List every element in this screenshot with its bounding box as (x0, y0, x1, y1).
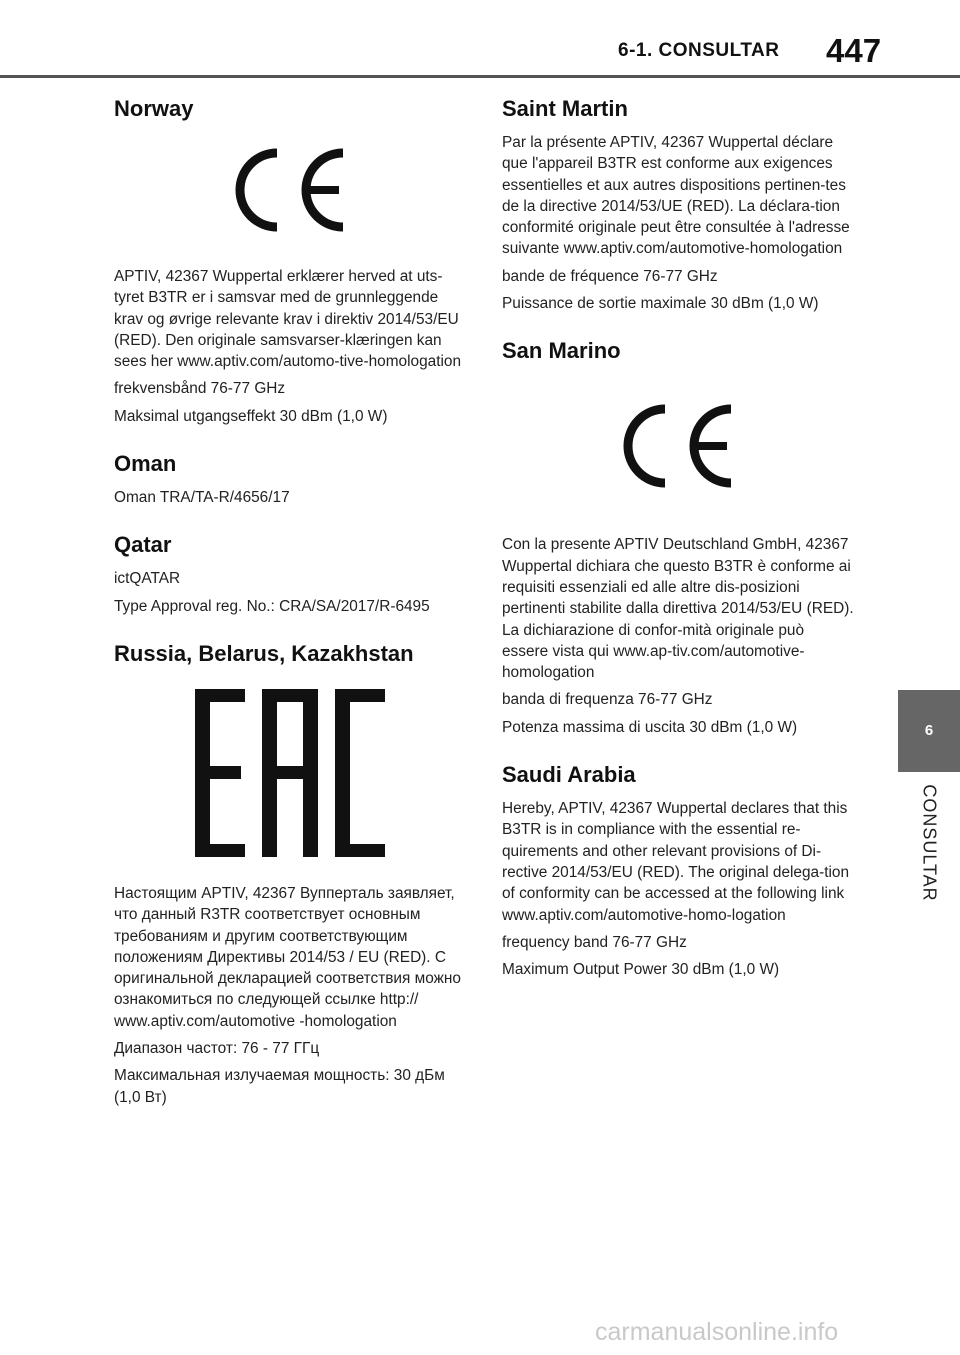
chapter-number: 6 (924, 722, 934, 739)
chapter-tab (898, 690, 960, 772)
paragraph: frequency band 76-77 GHz (502, 933, 687, 951)
paragraph: APTIV, 42367 Wuppertal erklærer herved at uts-tyret B3TR er i samsvar med de grunnleggende krav og øvrige relevante krav i direktiv 2014/53/EU (RED). Den originale samsvarser-klæringen kan sees her www.aptiv.com/automo-tive-homologation (114, 268, 462, 371)
paragraph: Oman TRA/TA-R/4656/17 (114, 489, 290, 507)
section-qatar (114, 532, 466, 617)
watermark: carmanualsonline.info (595, 1318, 839, 1346)
section-heading: Saint Martin (502, 96, 628, 121)
header-rule (0, 75, 960, 78)
page-number: 447 (826, 32, 882, 69)
section-oman (114, 451, 466, 508)
paragraph: Potenza massima di uscita 30 dBm (1,0 W) (502, 718, 798, 736)
paragraph: Hereby, APTIV, 42367 Wuppertal declares that this B3TR is in compliance with the essential re-quirements and other relevant provisions of Di-rective 2014/53/EU (RED). The original delega-tion of conformity can be accessed at the following link www.aptiv.com/automotive-homo-logation (502, 800, 850, 924)
paragraph: Максимальная излучаемая мощность: 30 дБм (1,0 Вт) (114, 1067, 445, 1106)
section-heading: Norway (114, 96, 194, 121)
running-header-title: 6-1. CONSULTAR (618, 40, 780, 61)
section-saint-martin (502, 96, 854, 314)
paragraph: frekvensbånd 76-77 GHz (114, 380, 286, 398)
ce-mark-logo (233, 148, 347, 232)
paragraph: Maksimal utgangseffekt 30 dBm (1,0 W) (114, 407, 388, 425)
paragraph: Par la présente APTIV, 42367 Wuppertal déclare que l'appareil B3TR est conforme aux exigences essentielles et aux autres dispositions pertinen-tes de la directive 2014/53/UE (RED). La déclara-tion conformité originale peut être consultée à l'adresse suivante www.aptiv.com/automotive-homologation (502, 134, 850, 258)
paragraph: Диапазон частот: 76 - 77 ГГц (114, 1040, 320, 1058)
paragraph: bande de fréquence 76-77 GHz (502, 267, 718, 285)
paragraph: Type Approval reg. No.: CRA/SA/2017/R-6495 (114, 597, 430, 615)
paragraph: Con la presente APTIV Deutschland GmbH, 42367 Wuppertal dichiara che questo B3TR è conforme ai requisiti essenziali ed alle altre dis-posizioni pertinenti stabilite dalla direttiva 2014/53/EU (RED). La dichiarazione di confor-mità originale può essere vista qui www.ap-tiv.com/automotive-homologation (502, 536, 854, 682)
paragraph: Maximum Output Power 30 dBm (1,0 W) (502, 961, 780, 979)
left-column (114, 96, 466, 1132)
section-heading: Qatar (114, 532, 172, 558)
right-column (502, 96, 854, 1004)
paragraph: ictQATAR (114, 570, 181, 588)
section-norway (114, 96, 466, 427)
paragraph: banda di frequenza 76-77 GHz (502, 691, 713, 709)
paragraph: Настоящим APTIV, 42367 Вупперталь заявляет, что данный R3TR соответствует основным требованиям и другим соответствующим положениям Директивы 2014/53 / EU (RED). С оригинальной декларацией соответствия можно ознакомиться по следующей ссылке http:// www.aptiv.com/automotive -homologation (114, 884, 461, 1030)
chapter-label: CONSULTAR (919, 784, 940, 902)
section-heading: Saudi Arabia (502, 762, 636, 788)
section-heading: San Marino (502, 338, 621, 364)
section-heading: Oman (114, 451, 177, 477)
section-saudi-arabia (502, 762, 854, 980)
eac-mark-logo (195, 689, 385, 857)
ce-mark-logo (621, 404, 735, 488)
section-san-marino (502, 338, 854, 738)
section-heading: Russia, Belarus, Kazakhstan (114, 640, 414, 666)
paragraph: Puissance de sortie maximale 30 dBm (1,0 W) (502, 295, 819, 313)
section-russia-belarus-kazakhstan (114, 641, 466, 1108)
